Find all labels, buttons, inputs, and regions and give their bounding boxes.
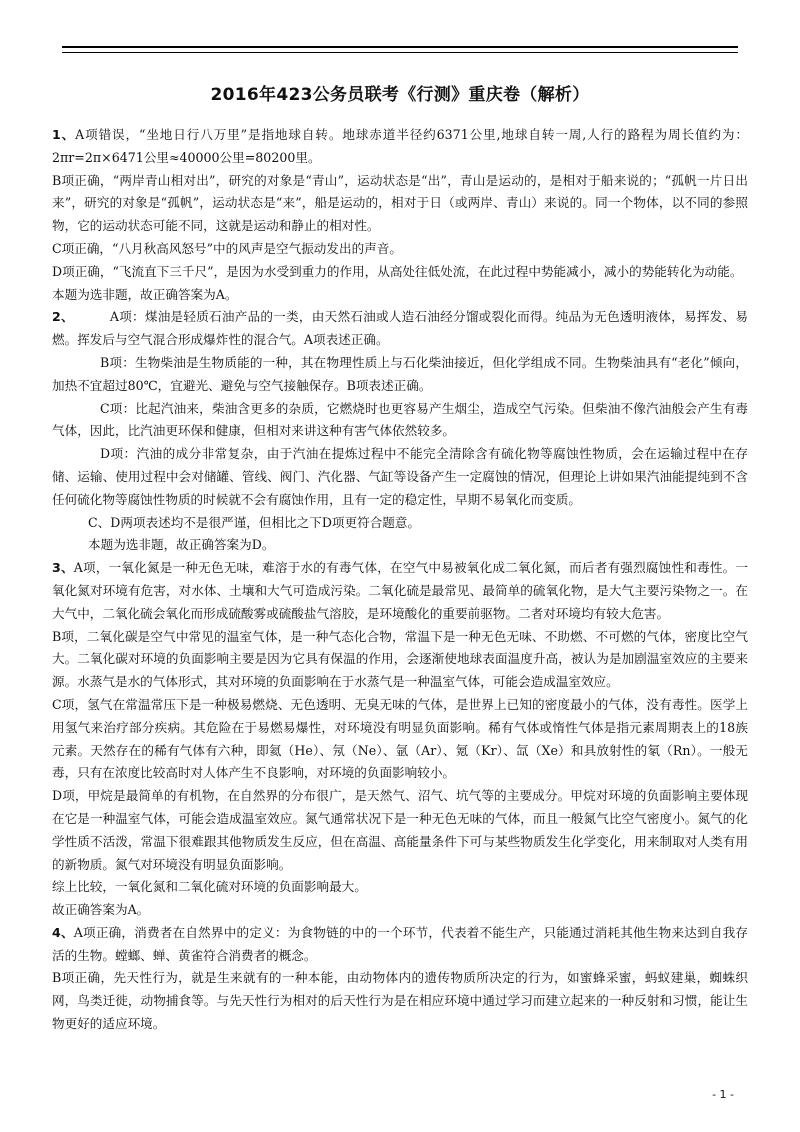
header-rule-thin (62, 52, 738, 53)
question-number: 2、 (52, 309, 74, 325)
q4-option-a: 4、A项正确，消费者在自然界中的定义：为食物链的中的一个环节，代表着不能生产，只能通过消耗其他生物来达到自我存活的生物。螳螂、蝉、黄雀符合消费者的概念。 (52, 924, 748, 963)
q4-option-b: B项正确，先天性行为，就是生来就有的一种本能，由动物体内的遗传物质所决定的行为，如蜜蜂采蜜，蚂蚁建巢，蜘蛛织网，鸟类迁徙，动物捕食等。与先天性行为相对的后天性行为是在相应环境中通过学习而建立起来的一种反射和习惯，能让生物更好的适应环境。 (52, 970, 748, 1032)
document-title: 2016年423公务员联考《行测》重庆卷（解析） (210, 85, 590, 105)
q1-option-c: C项正确，“八月秋高风怒号”中的风声是空气振动发出的声音。 (52, 240, 402, 256)
question-number: 1、 (52, 127, 76, 142)
q2-answer: 本题为选非题，故正确答案为D。 (88, 537, 275, 553)
question-number: 3、 (52, 560, 74, 576)
q3-option-c: C项，氢气在常温常压下是一种极易燃烧、无色透明、无臭无味的气体，是世界上已知的密度最小的气体，没有毒性。医学上用氢气来治疗部分疾病。其危险在于易燃易爆性，对环境没有明显负面影响。稀有气体或惰性气体是指元素周期表上的18族元素。天然存在的稀有气体有六种，即氦（He）、氖（Ne）、氩（Ar）、氪（Kr）、氙（Xe）和具放射性的氡（Rn）。一般无毒，只有在浓度比较高时对人体产生不良影响，对环境的负面影响较小。 (52, 696, 748, 781)
document-body (52, 124, 748, 1036)
q3-option-a: 3、A项，一氧化氮是一种无色无味，难溶于水的有毒气体，在空气中易被氧化成二氧化氮，而后者有强烈腐蚀性和毒性。一氧化氮对环境有危害，对水体、土壤和大气可造成污染。二氧化硫是最常见、最简单的硫氧化物，是大气主要污染物之一。在大气中，二氧化硫会氧化而形成硫酸雾或硫酸盐气溶胶，是环境酸化的重要前驱物。二者对环境均有较大危害。 (52, 560, 748, 621)
q3-option-b: B项，二氧化碳是空气中常见的温室气体，是一种气态化合物，常温下是一种无色无味、不助燃、不可燃的气体，密度比空气大。二氧化碳对环境的负面影响主要是因为它具有保温的作用，会逐渐使地球表面温度升高，被认为是加剧温室效应的主要来源。水蒸气是水的气体形式，其对环境的负面影响在于水蒸气是一种温室气体，可能会造成温室效应。 (52, 628, 748, 690)
q2-option-d: D项：汽油的成分非常复杂，由于汽油在提炼过程中不能完全清除含有硫化物等腐蚀性物质，会在运输过程中在存储、运输、使用过程中会对储罐、管线、阀门、汽化器、气缸等设备产生一定腐蚀的情况，但理论上讲如果汽油能提纯到不含任何硫化物等腐蚀性物质的时候就不会有腐蚀作用，且有一定的稳定性，早期不易氧化而变质。 (52, 446, 748, 507)
page-number: - 1 - (712, 1088, 734, 1101)
q2-option-c: C项：比起汽油来，柴油含更多的杂质，它燃烧时也更容易产生烟尘，造成空气污染。但柴油不像汽油般会产生有毒气体，因此，比汽油更环保和健康，但相对来讲这种有害气体依然较多。 (52, 400, 748, 439)
q2-comparison: C、D两项表述均不是很严谨，但相比之下D项更符合题意。 (88, 514, 421, 530)
q1-option-a: 1、A项错误，“坐地日行八万里”是指地球自转。地球赤道半径约6371公里,地球自转一周,人行的路程为周长值约为：2πr=2π×6471公里≈40000公里=80200里。 (52, 127, 748, 165)
header-rule-thick (62, 46, 738, 48)
q3-answer: 故正确答案为A。 (52, 902, 150, 918)
question-number: 4、 (52, 924, 74, 940)
q3-summary: 综上比较，一氧化氮和二氧化硫对环境的负面影响最大。 (52, 879, 367, 895)
q1-option-d: D项正确，“飞流直下三千尺”，是因为水受到重力的作用，从高处往低处流，在此过程中势能减小，减小的势能转化为动能。 (52, 263, 743, 279)
q2-option-a: 2、 A项：煤油是轻质石油产品的一类，由天然石油或人造石油经分馏或裂化而得。纯品为无色透明液体，易挥发、易燃。挥发后与空气混合形成爆炸性的混合气。A项表述正确。 (52, 309, 748, 348)
q3-option-d: D项，甲烷是最简单的有机物，在自然界的分布很广，是天然气、沼气、坑气等的主要成分。甲烷对环境的负面影响主要体现在它是一种温室气体，可能会造成温室效应。氮气通常状况下是一种无色无味的气体，而且一般氮气比空气密度小。氮气的化学性质不活泼，常温下很难跟其他物质发生反应，但在高温、高能量条件下可与某些物质发生化学变化，用来制取对人类有用的新物质。氮气对环境没有明显负面影响。 (52, 788, 748, 872)
q1-option-b: B项正确，“两岸青山相对出”，研究的对象是“青山”，运动状态是“出”，青山是运动的，是相对于船来说的；“孤帆一片日出来”，研究的对象是“孤帆”，运动状态是“来”，船是运动的，相对于日（或两岸、青山）来说的。同一个物体，以不同的参照物，它的运动状态可能不同，这就是运动和静止的相对性。 (52, 172, 748, 234)
q2-option-b: B项：生物柴油是生物质能的一种，其在物理性质上与石化柴油接近，但化学组成不同。生物柴油具有“老化”倾向，加热不宜超过80℃，宜避光、避免与空气接触保存。B项表述正确。 (52, 354, 748, 393)
q1-answer: 本题为选非题，故正确答案为A。 (52, 286, 238, 302)
